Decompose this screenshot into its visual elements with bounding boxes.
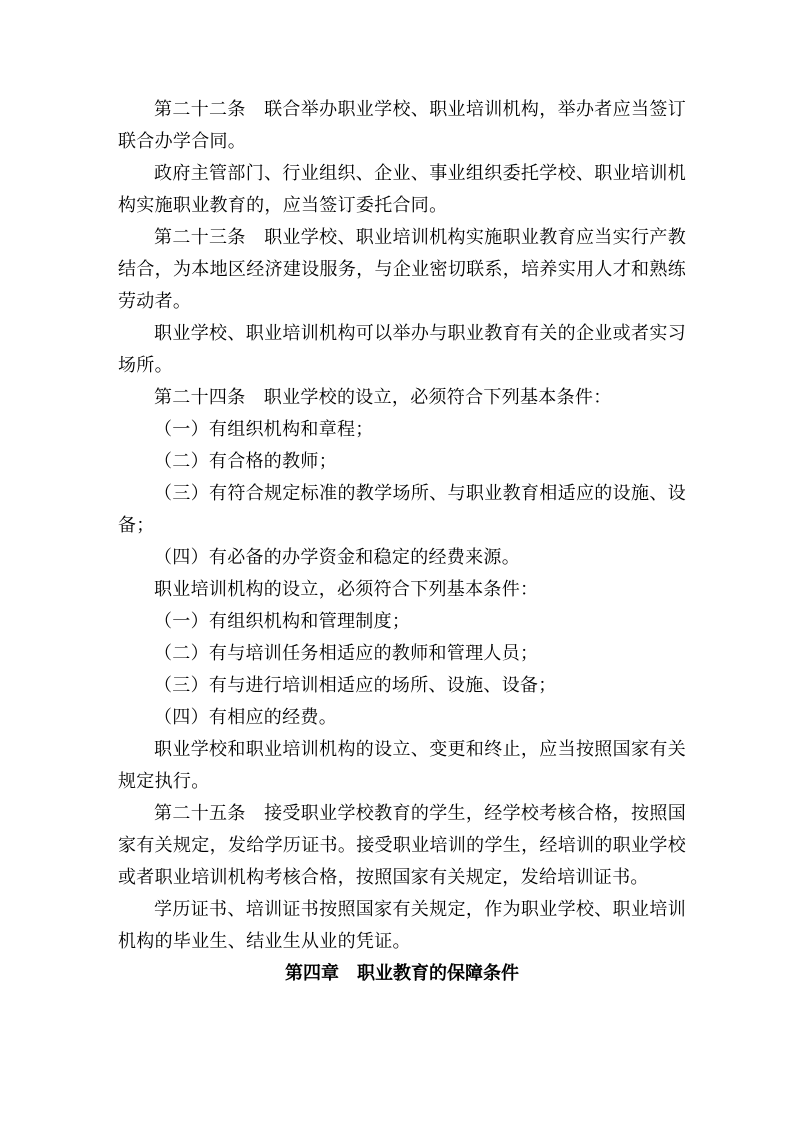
chapter-heading: 第四章 职业教育的保障条件 — [285, 963, 519, 984]
list-item: （一）有组织机构和管理制度； — [154, 611, 411, 632]
list-item: （二）有合格的教师； — [154, 451, 337, 472]
list-item: （二）有与培训任务相适应的教师和管理人员； — [154, 643, 539, 664]
list-item: （三）有与进行培训相适应的场所、设施、设备； — [154, 675, 557, 696]
article-23-paragraph: 第二十三条 职业学校、职业培训机构实施职业教育应当实行产教结合，为本地区经济建设服务，与企业密切联系，培养实用人才和熟练劳动者。 — [118, 227, 686, 312]
training-institution-conditions-paragraph: 职业培训机构的设立，必须符合下列基本条件： — [154, 579, 539, 600]
article-25-paragraph: 第二十五条 接受职业学校教育的学生，经学校考核合格，按照国家有关规定，发给学历证书。接受职业培训的学生，经培训的职业学校或者职业培训机构考核合格，按照国家有关规定，发给培训证书。 — [118, 803, 686, 888]
list-item: （四）有必备的办学资金和稳定的经费来源。 — [154, 547, 520, 568]
establishment-change-paragraph: 职业学校和职业培训机构的设立、变更和终止，应当按照国家有关规定执行。 — [118, 739, 686, 792]
article-22-paragraph: 第二十二条 联合举办职业学校、职业培训机构，举办者应当签订联合办学合同。 — [118, 99, 686, 152]
article-25-paragraph-2: 学历证书、培训证书按照国家有关规定，作为职业学校、职业培训机构的毕业生、结业生从业的凭证。 — [118, 899, 686, 952]
article-24-paragraph: 第二十四条 职业学校的设立，必须符合下列基本条件： — [154, 387, 612, 408]
list-item: （一）有组织机构和章程； — [154, 419, 374, 440]
list-item: （四）有相应的经费。 — [154, 707, 337, 728]
document-body — [118, 94, 686, 990]
article-22-paragraph-2: 政府主管部门、行业组织、企业、事业组织委托学校、职业培训机构实施职业教育的，应当签订委托合同。 — [118, 163, 686, 216]
article-23-paragraph-2: 职业学校、职业培训机构可以举办与职业教育有关的企业或者实习场所。 — [118, 323, 686, 376]
list-item: （三）有符合规定标准的教学场所、与职业教育相适应的设施、设备； — [118, 483, 686, 536]
